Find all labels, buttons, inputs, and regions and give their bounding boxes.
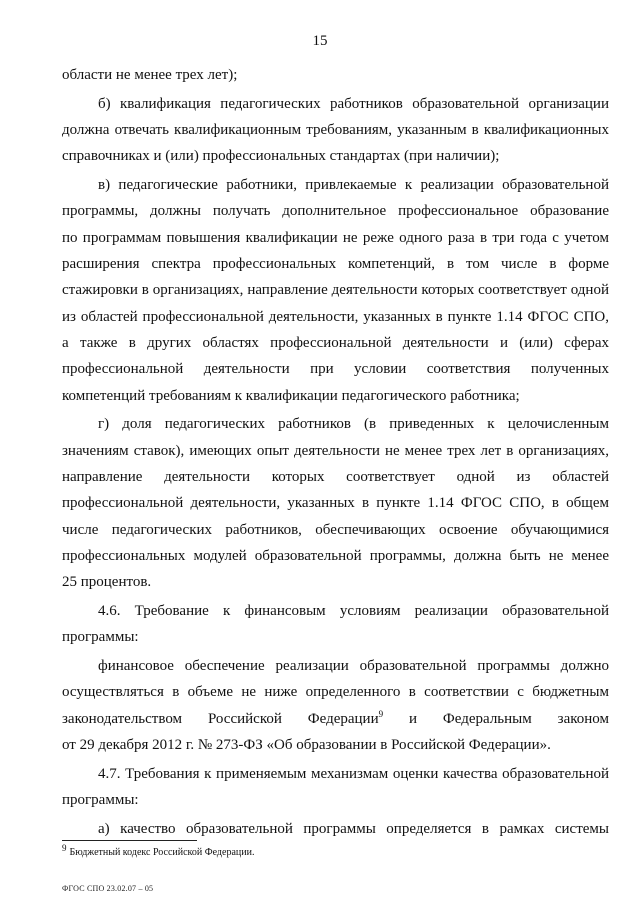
text-line: а) качество образовательной программы определяется в рамках системы (98, 820, 609, 837)
page-number: 15 (312, 33, 328, 49)
text-line: 25 процентов. (62, 574, 152, 591)
text-line: профессиональной деятельности при условии соответствия полученных (62, 361, 609, 378)
footnote-reference: 9 (378, 708, 384, 719)
paragraph (62, 62, 609, 88)
section-heading-4-7 (62, 761, 609, 814)
text-fragment: и Федеральным законом (383, 710, 609, 727)
text-line: а также в других областях профессиональной деятельности и (или) сферах (62, 334, 609, 351)
footnote-text: Бюджетный кодекс Российской Федерации. (69, 847, 255, 858)
text-line: числе педагогических работников, обеспечивающих освоение обучающимися (62, 521, 609, 538)
text-line: области не менее трех лет); (62, 67, 238, 83)
footnote-number: 9 (62, 842, 67, 853)
text-line-with-footnote (62, 706, 609, 732)
text-line: направление деятельности которых соответствует одной из областей (62, 468, 609, 485)
text-line: 4.7. Требования к применяемым механизмам оценки качества образовательной (98, 765, 609, 782)
text-line: 4.6. Требование к финансовым условиям реализации образовательной (98, 602, 609, 619)
text-line: финансовое обеспечение реализации образовательной программы должно (98, 658, 609, 675)
text-line: программы: (62, 792, 139, 809)
text-line: из областей профессиональной деятельности, указанных в пункте 1.14 ФГОС СПО, (62, 308, 609, 325)
text-line: профессиональной деятельности, указанных в пункте 1.14 ФГОС СПО, в общем (62, 495, 609, 512)
text-line: осуществляться в объеме не ниже определенного в соответствии с бюджетным (62, 684, 609, 701)
paragraph (62, 411, 609, 595)
text-line: б) квалификация педагогических работников образовательной организации (98, 95, 609, 112)
text-line: от 29 декабря 2012 г. № 273-ФЗ «Об образовании в Российской Федерации». (62, 736, 551, 753)
document-body (62, 62, 609, 845)
paragraph (62, 653, 609, 758)
text-line: справочниках и (или) профессиональных стандартах (при наличии); (62, 148, 500, 165)
paragraph (62, 91, 609, 170)
text-line: программы: (62, 629, 139, 646)
footnote-divider (62, 840, 197, 841)
text-line: значениям ставок), имеющих опыт деятельности не менее трех лет в организациях, (62, 442, 609, 459)
text-line: компетенций требованиям к квалификации педагогического работника; (62, 387, 520, 404)
text-fragment: законодательством Российской Федерации (62, 710, 379, 727)
text-line: должна отвечать квалификационным требованиям, указанным в квалификационных (62, 122, 609, 139)
text-line: стажировки в организациях, направление деятельности которых соответствует одной (62, 282, 609, 299)
text-line: г) доля педагогических работников (в приведенных к целочисленным (98, 416, 609, 433)
text-line: в) педагогические работники, привлекаемые к реализации образовательной (98, 177, 609, 194)
text-line: программы, должны получать дополнительное профессиональное образование (62, 203, 609, 220)
paragraph (62, 816, 609, 842)
text-line: профессиональных модулей образовательной программы, должна быть не менее (62, 547, 609, 564)
footnote (62, 842, 255, 860)
document-code: ФГОС СПО 23.02.07 – 05 (62, 884, 154, 893)
paragraph (62, 172, 609, 409)
section-heading-4-6 (62, 598, 609, 651)
text-line: расширения спектра профессиональных компетенций, в том числе в форме (62, 256, 609, 273)
text-line: по программам повышения квалификации не реже одного раза в три года с учетом (62, 229, 609, 246)
